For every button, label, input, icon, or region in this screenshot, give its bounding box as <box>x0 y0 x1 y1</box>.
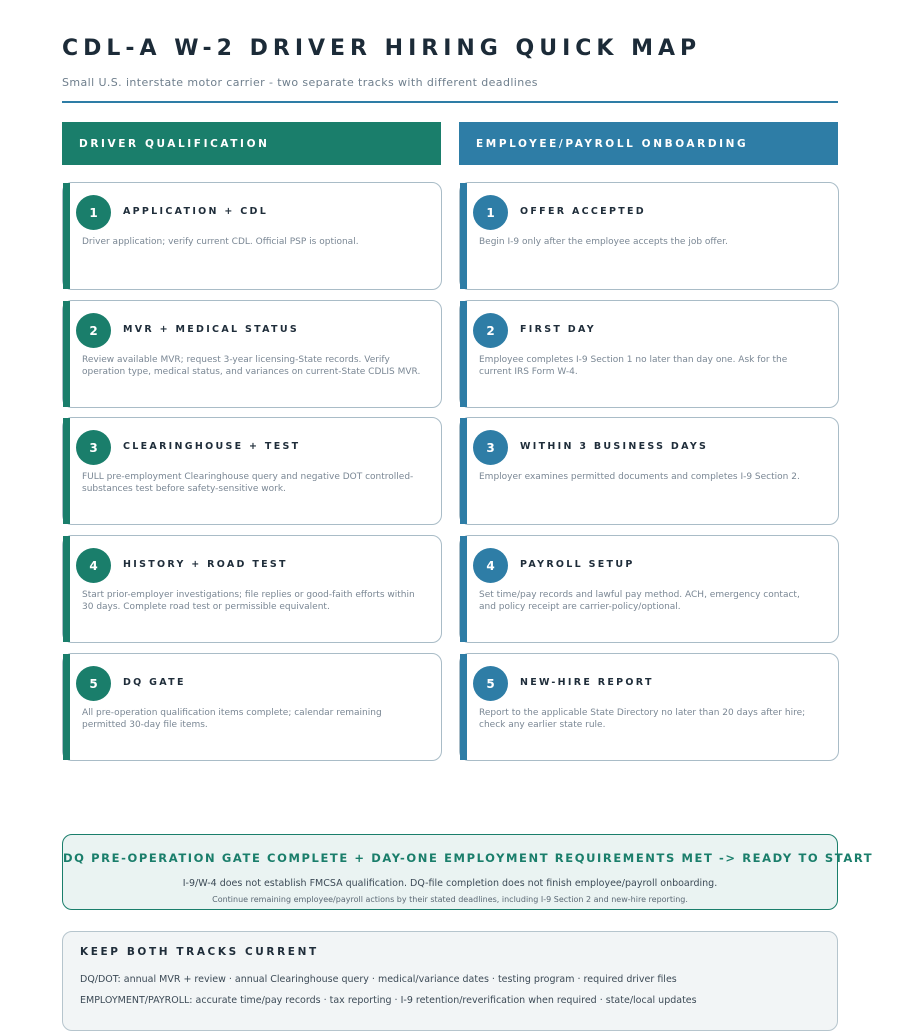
step-title: APPLICATION + CDL <box>123 206 269 217</box>
step-number-badge: 2 <box>76 313 111 348</box>
step-accent-bar <box>460 301 467 407</box>
step-description: Review available MVR; request 3-year licensing-State records. Verify operation type, medical status, and variances on current-State CDLIS MVR. <box>82 355 421 377</box>
gate-title: DQ PRE-OPERATION GATE COMPLETE + DAY-ONE EMPLOYMENT REQUIREMENTS MET -> READY TO START <box>63 851 874 865</box>
gate-note-secondary: Continue remaining employee/payroll actions by their stated deadlines, including I-9 Section 2 and new-hire reporting. <box>212 895 688 904</box>
header-divider <box>62 101 838 103</box>
keep-tracks-current-panel <box>62 931 838 1031</box>
page-title: CDL-A W-2 DRIVER HIRING QUICK MAP <box>62 36 702 61</box>
gate-note-primary: I-9/W-4 does not establish FMCSA qualification. DQ-file completion does not finish employee/payroll onboarding. <box>182 878 718 889</box>
ready-to-start-gate <box>62 834 874 910</box>
step-accent-bar <box>460 536 467 642</box>
dq-step-4 <box>62 535 442 643</box>
payroll-step-5 <box>459 653 839 761</box>
step-description: All pre-operation qualification items complete; calendar remaining permitted 30-day file items. <box>82 708 382 730</box>
driver-qualification-track <box>62 122 441 730</box>
employee-payroll-header: EMPLOYEE/PAYROLL ONBOARDING <box>459 122 838 165</box>
step-accent-bar <box>460 418 467 524</box>
step-accent-bar <box>63 536 70 642</box>
step-description: Report to the applicable State Directory no later than 20 days after hire; check any earlier state rule. <box>479 708 806 730</box>
step-accent-bar <box>63 301 70 407</box>
payroll-step-3 <box>459 417 839 525</box>
step-number-badge: 5 <box>76 666 111 701</box>
step-title: NEW-HIRE REPORT <box>520 677 654 688</box>
keep-payroll-line: EMPLOYMENT/PAYROLL: accurate time/pay records · tax reporting · I-9 retention/reverification when required · state/local updates <box>80 995 697 1006</box>
step-number-badge: 3 <box>473 430 508 465</box>
keep-panel-title: KEEP BOTH TRACKS CURRENT <box>80 946 319 958</box>
step-title: HISTORY + ROAD TEST <box>123 559 288 570</box>
step-title: FIRST DAY <box>520 324 596 335</box>
step-number-badge: 1 <box>473 195 508 230</box>
step-description: Employer examines permitted documents and completes I-9 Section 2. <box>479 472 800 482</box>
payroll-step-4 <box>459 535 839 643</box>
step-description: Employee completes I-9 Section 1 no later than day one. Ask for the current IRS Form W-4. <box>479 355 788 377</box>
payroll-step-1 <box>459 182 839 290</box>
step-title: CLEARINGHOUSE + TEST <box>123 441 301 452</box>
step-title: WITHIN 3 BUSINESS DAYS <box>520 441 709 452</box>
step-number-badge: 4 <box>473 548 508 583</box>
payroll-step-2 <box>459 300 839 408</box>
step-title: DQ GATE <box>123 677 186 688</box>
page-subtitle: Small U.S. interstate motor carrier - two separate tracks with different deadlines <box>62 76 538 89</box>
keep-dq-dot-line: DQ/DOT: annual MVR + review · annual Clearinghouse query · medical/variance dates · testing program · required driver files <box>80 974 677 985</box>
dq-step-1 <box>62 182 442 290</box>
driver-qualification-header: DRIVER QUALIFICATION <box>62 122 441 165</box>
dq-step-2 <box>62 300 442 408</box>
step-accent-bar <box>63 654 70 760</box>
step-title: MVR + MEDICAL STATUS <box>123 324 299 335</box>
step-accent-bar <box>460 183 467 289</box>
step-number-badge: 3 <box>76 430 111 465</box>
step-accent-bar <box>63 183 70 289</box>
step-accent-bar <box>460 654 467 760</box>
step-number-badge: 1 <box>76 195 111 230</box>
step-description: FULL pre-employment Clearinghouse query and negative DOT controlled-substances test before safety-sensitive work. <box>82 472 414 494</box>
step-number-badge: 2 <box>473 313 508 348</box>
dq-step-5 <box>62 653 442 761</box>
step-description: Begin I-9 only after the employee accepts the job offer. <box>479 237 728 247</box>
step-title: OFFER ACCEPTED <box>520 206 646 217</box>
step-accent-bar <box>63 418 70 524</box>
step-number-badge: 5 <box>473 666 508 701</box>
step-title: PAYROLL SETUP <box>520 559 635 570</box>
step-number-badge: 4 <box>76 548 111 583</box>
step-description: Set time/pay records and lawful pay method. ACH, emergency contact, and policy receipt are carrier-policy/optional. <box>479 590 800 612</box>
dq-step-3 <box>62 417 442 525</box>
step-description: Start prior-employer investigations; file replies or good-faith efforts within 30 days. Complete road test or permissible equivalent. <box>82 590 415 612</box>
step-description: Driver application; verify current CDL. Official PSP is optional. <box>82 237 359 247</box>
employee-payroll-track <box>459 122 838 730</box>
